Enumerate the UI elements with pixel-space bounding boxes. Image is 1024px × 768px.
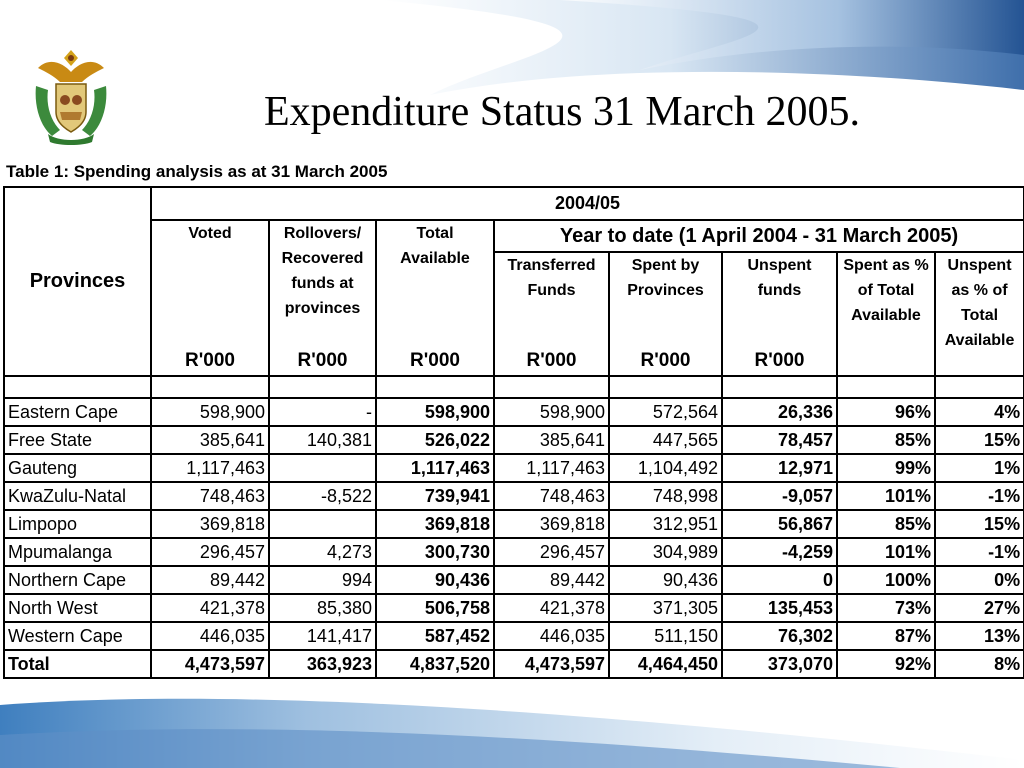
total-available-value: 739,941 (376, 482, 494, 510)
unspent-pct-value: -1% (935, 482, 1024, 510)
table-row (4, 426, 1024, 454)
province-name: Limpopo (4, 510, 151, 538)
transferred-value: 598,900 (494, 398, 609, 426)
spent-value: 312,951 (609, 510, 722, 538)
table-row (4, 454, 1024, 482)
unspent-value: -9,057 (722, 482, 837, 510)
unspent-value: 76,302 (722, 622, 837, 650)
unspent-pct-value: 1% (935, 454, 1024, 482)
rollovers-value: 85,380 (269, 594, 376, 622)
spent-value: 572,564 (609, 398, 722, 426)
rollovers-value: - (269, 398, 376, 426)
voted-value: 89,442 (151, 566, 269, 594)
unit-label: R'000 (754, 350, 805, 371)
voted-value: 1,117,463 (151, 454, 269, 482)
rollovers-value (269, 454, 376, 482)
unspent-pct-value: 13% (935, 622, 1024, 650)
transferred-value: 385,641 (494, 426, 609, 454)
spent-pct-value: 87% (837, 622, 935, 650)
table-row (4, 538, 1024, 566)
unit-label: R'000 (526, 350, 577, 371)
spent-pct-header: Spent as % of Total Available (837, 252, 935, 376)
unspent-pct-header: Unspent as % of Total Available (935, 252, 1024, 376)
unspent-pct-value: 8% (935, 650, 1024, 678)
spent-value: 748,998 (609, 482, 722, 510)
rollovers-value: 140,381 (269, 426, 376, 454)
transferred-header: Transferred Funds R'000 (494, 252, 609, 376)
unit-label: R'000 (185, 350, 235, 371)
transferred-value: 89,442 (494, 566, 609, 594)
spent-value: 511,150 (609, 622, 722, 650)
voted-value: 4,473,597 (151, 650, 269, 678)
unspent-pct-value: 15% (935, 510, 1024, 538)
total-available-value: 587,452 (376, 622, 494, 650)
spent-pct-value: 85% (837, 426, 935, 454)
voted-value: 748,463 (151, 482, 269, 510)
rollovers-value: 141,417 (269, 622, 376, 650)
unspent-pct-value: -1% (935, 538, 1024, 566)
unspent-value: 78,457 (722, 426, 837, 454)
total-available-value: 598,900 (376, 398, 494, 426)
spent-pct-value: 101% (837, 482, 935, 510)
province-name: Western Cape (4, 622, 151, 650)
voted-value: 446,035 (151, 622, 269, 650)
page-title: Expenditure Status 31 March 2005. (263, 89, 861, 135)
unspent-header: Unspent funds R'000 (722, 252, 837, 376)
province-name: Total (4, 650, 151, 678)
table-row (4, 482, 1024, 510)
spent-pct-value: 101% (837, 538, 935, 566)
province-name: Northern Cape (4, 566, 151, 594)
unspent-value: 26,336 (722, 398, 837, 426)
transferred-value: 296,457 (494, 538, 609, 566)
unspent-value: 0 (722, 566, 837, 594)
unspent-pct-value: 4% (935, 398, 1024, 426)
unspent-pct-value: 27% (935, 594, 1024, 622)
spent-value: 1,104,492 (609, 454, 722, 482)
unspent-value: 56,867 (722, 510, 837, 538)
rollovers-value: 4,273 (269, 538, 376, 566)
transferred-value: 446,035 (494, 622, 609, 650)
year-header: 2004/05 (151, 187, 1024, 220)
table-caption: Table 1: Spending analysis as at 31 March 2005 (6, 162, 388, 181)
transferred-value: 369,818 (494, 510, 609, 538)
transferred-value: 748,463 (494, 482, 609, 510)
total-available-value: 1,117,463 (376, 454, 494, 482)
total-available-header: Total Available R'000 (376, 220, 494, 376)
voted-value: 369,818 (151, 510, 269, 538)
spent-value: 4,464,450 (609, 650, 722, 678)
rollovers-value (269, 510, 376, 538)
unspent-value: 373,070 (722, 650, 837, 678)
province-name: Gauteng (4, 454, 151, 482)
table-row (4, 398, 1024, 426)
total-available-value: 4,837,520 (376, 650, 494, 678)
voted-value: 385,641 (151, 426, 269, 454)
spent-pct-value: 73% (837, 594, 935, 622)
spent-pct-value: 99% (837, 454, 935, 482)
table-row (4, 594, 1024, 622)
province-name: Eastern Cape (4, 398, 151, 426)
rollovers-value: 994 (269, 566, 376, 594)
table-row (4, 622, 1024, 650)
transferred-value: 4,473,597 (494, 650, 609, 678)
total-available-value: 506,758 (376, 594, 494, 622)
transferred-value: 421,378 (494, 594, 609, 622)
spent-pct-value: 96% (837, 398, 935, 426)
spent-value: 447,565 (609, 426, 722, 454)
year-to-date-header: Year to date (1 April 2004 - 31 March 2005) (494, 220, 1024, 252)
rollovers-header: Rollovers/ Recovered funds at provinces R'000 (269, 220, 376, 376)
voted-value: 296,457 (151, 538, 269, 566)
table-row (4, 510, 1024, 538)
unspent-pct-value: 0% (935, 566, 1024, 594)
unspent-value: -4,259 (722, 538, 837, 566)
voted-value: 421,378 (151, 594, 269, 622)
province-name: North West (4, 594, 151, 622)
unspent-value: 12,971 (722, 454, 837, 482)
spending-table (3, 186, 1024, 679)
unspent-pct-value: 15% (935, 426, 1024, 454)
unspent-value: 135,453 (722, 594, 837, 622)
spent-pct-value: 85% (837, 510, 935, 538)
total-row (4, 650, 1024, 678)
unit-label: R'000 (297, 350, 348, 371)
total-available-value: 90,436 (376, 566, 494, 594)
spent-value: 90,436 (609, 566, 722, 594)
provinces-header: Provinces (4, 187, 151, 376)
spent-pct-value: 100% (837, 566, 935, 594)
spent-value: 304,989 (609, 538, 722, 566)
table-row (4, 566, 1024, 594)
spent-pct-value: 92% (837, 650, 935, 678)
spent-by-header: Spent by Provinces R'000 (609, 252, 722, 376)
rollovers-value: -8,522 (269, 482, 376, 510)
province-name: Mpumalanga (4, 538, 151, 566)
rollovers-value: 363,923 (269, 650, 376, 678)
unit-label: R'000 (640, 350, 691, 371)
transferred-value: 1,117,463 (494, 454, 609, 482)
total-available-value: 526,022 (376, 426, 494, 454)
province-name: KwaZulu-Natal (4, 482, 151, 510)
spent-value: 371,305 (609, 594, 722, 622)
voted-value: 598,900 (151, 398, 269, 426)
province-name: Free State (4, 426, 151, 454)
voted-header: Voted R'000 (151, 220, 269, 376)
total-available-value: 369,818 (376, 510, 494, 538)
unit-label: R'000 (410, 350, 460, 371)
total-available-value: 300,730 (376, 538, 494, 566)
